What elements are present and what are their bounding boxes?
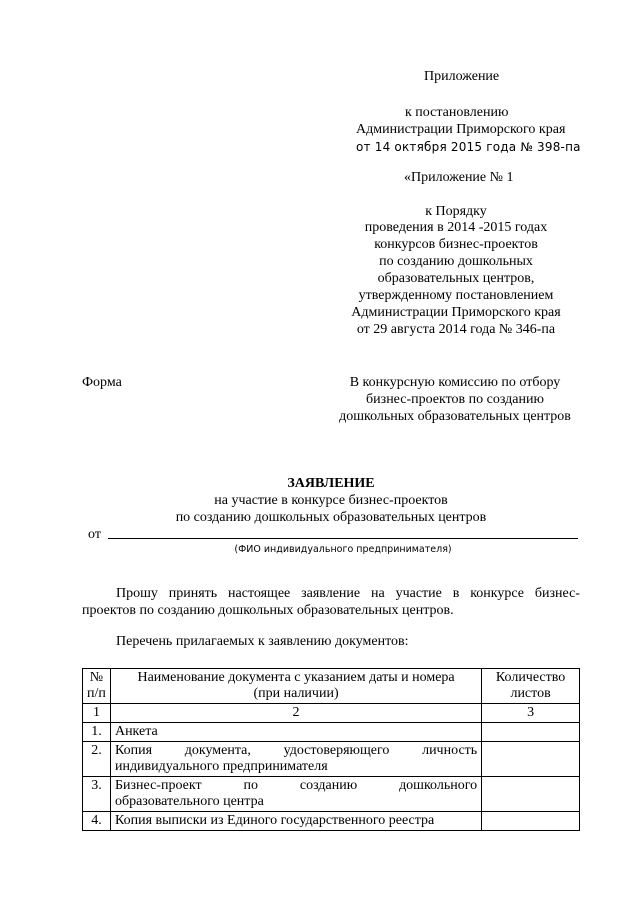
header-count-line2: листов [510, 686, 551, 701]
appendix1-line: Администрации Приморского края [351, 305, 561, 320]
word: удостоверяющего [283, 743, 390, 758]
header-name-line2: (при наличии) [253, 686, 339, 701]
word: по [243, 778, 258, 793]
header-num [83, 669, 111, 704]
appendix-title: Приложение [424, 69, 500, 84]
documents-list-intro: Перечень прилагаемых к заявлению документов: [116, 634, 409, 649]
row-num: 2. [83, 742, 111, 777]
statement-subtitle: на участие в конкурсе бизнес-проектов [214, 493, 448, 508]
table-header-row [83, 669, 580, 704]
row-name-line1 [115, 778, 477, 794]
row-count[interactable] [482, 777, 580, 812]
table-row [83, 812, 580, 831]
word: бизнес- [534, 586, 580, 601]
row-name [110, 812, 481, 831]
row-name [110, 777, 481, 812]
word: личность [422, 743, 478, 758]
word: заявление [301, 586, 361, 601]
word: дошкольного [399, 778, 478, 793]
index-cell: 1 [83, 704, 111, 723]
statement-subtitle: по созданию дошкольных образовательных центров [175, 510, 487, 525]
addressee-line: бизнес-проектов по созданию [366, 392, 544, 407]
appendix-line2: Администрации Приморского края [356, 122, 566, 137]
header-num-line2: п/п [87, 686, 106, 701]
word: документа, [184, 743, 251, 758]
body-paragraph-line1 [116, 585, 580, 602]
applicant-name-hint: (ФИО индивидуального предпринимателя) [234, 544, 452, 555]
row-name-text: Копия выписки из Единого государственного реестра [114, 813, 435, 828]
word: Копия [114, 743, 153, 758]
addressee-line: дошкольных образовательных центров [339, 409, 571, 424]
appendix1-line: проведения в 2014 -2015 годах [364, 220, 548, 235]
row-name-line1 [115, 743, 477, 759]
row-name [110, 723, 481, 742]
word: участие [395, 586, 442, 601]
appendix1-title: «Приложение № 1 [404, 170, 514, 185]
word: конкурсе [470, 586, 525, 601]
word: принять [168, 586, 218, 601]
appendix1-line: конкурсов бизнес-проектов [374, 237, 538, 252]
appendix1-line: утвержденному постановлением [358, 288, 554, 303]
table-index-row [83, 704, 580, 723]
row-num: 3. [83, 777, 111, 812]
appendix1-line: образовательных центров, [377, 271, 535, 286]
row-count[interactable] [482, 723, 580, 742]
row-name-line2: образовательного центра [114, 794, 264, 809]
word: в [452, 586, 460, 601]
word: Бизнес-проект [114, 778, 202, 793]
row-count[interactable] [482, 742, 580, 777]
row-count[interactable] [482, 812, 580, 831]
row-num: 1. [83, 723, 111, 742]
index-cell: 2 [110, 704, 481, 723]
statement-title: ЗАЯВЛЕНИЕ [287, 476, 375, 491]
row-num: 4. [83, 812, 111, 831]
table-row [83, 777, 580, 812]
row-name-text: Анкета [114, 724, 158, 739]
table-row [83, 723, 580, 742]
row-name-line2: индивидуального предпринимателя [114, 759, 328, 774]
header-count-line1: Количество [495, 670, 566, 685]
word: Прошу [116, 586, 158, 601]
header-count [482, 669, 580, 704]
appendix1-line: по созданию дошкольных [379, 254, 533, 269]
from-label: от [88, 527, 101, 542]
form-label: Форма [82, 375, 122, 390]
appendix-date-handwritten: от 14 октября 2015 года № 398-па [356, 140, 581, 154]
header-num-line1: № [89, 670, 104, 685]
applicant-name-field[interactable] [108, 538, 578, 539]
addressee-line: В конкурсную комиссию по отбору [349, 375, 561, 390]
row-name [110, 742, 481, 777]
word: настоящее [228, 586, 291, 601]
index-cell: 3 [482, 704, 580, 723]
word: на [371, 586, 385, 601]
word: созданию [299, 778, 358, 793]
documents-table [82, 668, 580, 831]
table-row [83, 742, 580, 777]
header-name-line1: Наименование документа с указанием даты и номера [137, 670, 455, 685]
body-paragraph-line2: проектов по созданию дошкольных образовательных центров. [82, 603, 454, 618]
header-name [110, 669, 481, 704]
appendix1-line: к Порядку [425, 204, 487, 219]
appendix1-line: от 29 августа 2014 года № 346-па [356, 322, 556, 337]
appendix-line1: к постановлению [405, 105, 509, 120]
